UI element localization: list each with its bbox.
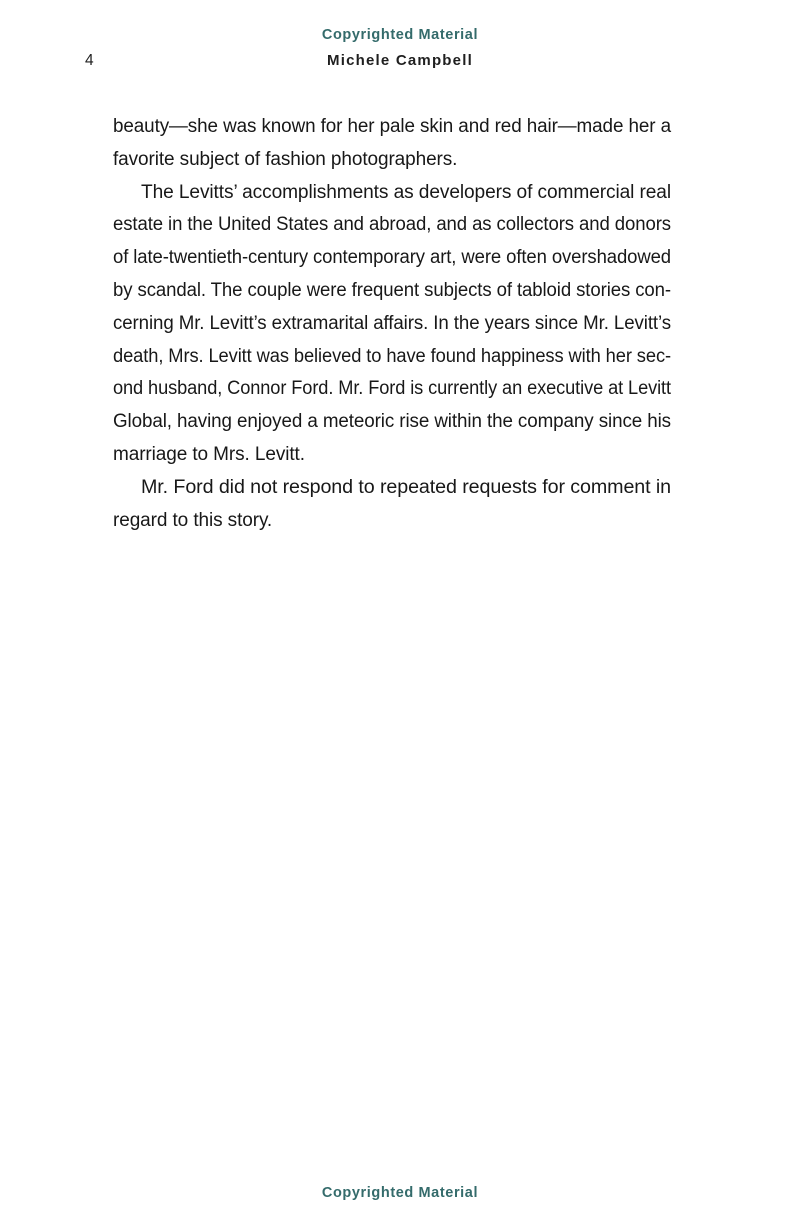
text-line-content: Mr. Ford did not respond to repeated requests for comment in xyxy=(141,476,671,498)
text-line xyxy=(113,177,671,210)
text-line xyxy=(113,439,671,472)
text-line xyxy=(113,505,671,538)
text-line-content: death, Mrs. Levitt was believed to have found happiness with her sec- xyxy=(113,345,671,367)
text-line-content: estate in the United States and abroad, and as collectors and donors xyxy=(113,214,671,236)
text-line-content: beauty—she was known for her pale skin and red hair—made her a xyxy=(113,116,671,137)
text-line-content: marriage to Mrs. Levitt. xyxy=(113,443,305,465)
text-line xyxy=(113,341,671,374)
text-line xyxy=(113,242,671,275)
copyright-notice-top xyxy=(0,27,800,43)
text-line-content: of late-twentieth-century contemporary art, were often overshadowed xyxy=(113,247,671,269)
copyright-notice-top-text: Copyrighted Material xyxy=(321,27,479,43)
text-line xyxy=(113,209,671,242)
text-line-content: by scandal. The couple were frequent subjects of tabloid stories con- xyxy=(113,279,671,301)
text-line xyxy=(113,144,671,177)
text-line xyxy=(113,406,671,439)
page-number: 4 xyxy=(85,52,95,69)
text-line xyxy=(113,308,671,341)
paragraph xyxy=(113,177,671,472)
text-line-content: favorite subject of fashion photographers. xyxy=(113,148,458,170)
running-header: Michele Campbell xyxy=(327,52,473,69)
copyright-notice-bottom-text: Copyrighted Material xyxy=(321,1185,479,1201)
text-line xyxy=(113,275,671,308)
copyright-notice-bottom xyxy=(0,1185,800,1201)
paragraph xyxy=(113,111,671,177)
text-line xyxy=(113,111,671,144)
text-line-content: cerning Mr. Levitt’s extramarital affairs. In the years since Mr. Levitt’s xyxy=(113,312,671,334)
text-line xyxy=(113,373,671,406)
text-line xyxy=(113,472,671,505)
page-header xyxy=(0,52,800,72)
text-line-content: Global, having enjoyed a meteoric rise within the company since his xyxy=(113,411,671,433)
text-line-content: regard to this story. xyxy=(113,509,273,531)
paragraph xyxy=(113,472,671,538)
text-line-content: The Levitts’ accomplishments as developers of commercial real xyxy=(141,181,671,203)
body-text xyxy=(113,111,671,537)
text-line-content: ond husband, Connor Ford. Mr. Ford is currently an executive at Levitt xyxy=(113,378,671,400)
